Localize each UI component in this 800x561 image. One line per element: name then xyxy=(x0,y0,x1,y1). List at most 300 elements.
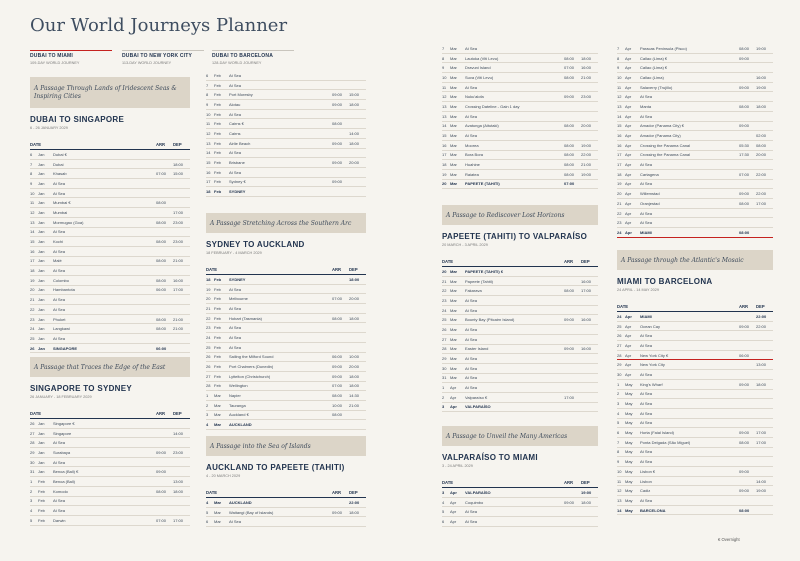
arrival-cell: 08:00 xyxy=(156,219,167,225)
month-cell: May xyxy=(625,401,633,407)
arrival-cell: 09:00 xyxy=(739,191,750,197)
day-cell: 24 xyxy=(206,334,211,340)
month-cell: Feb xyxy=(214,92,221,98)
dep-header: DEP xyxy=(173,411,182,416)
month-cell: Feb xyxy=(214,179,221,185)
departure-cell: 16:00 xyxy=(581,65,592,71)
arr-header: ARR xyxy=(332,490,342,495)
itinerary-row xyxy=(617,341,773,351)
arrival-cell: 06:00 xyxy=(156,287,167,293)
port-cell: Willemstad xyxy=(640,191,660,197)
table-header xyxy=(30,411,190,419)
day-cell: 4 xyxy=(442,499,445,505)
month-cell: Mar xyxy=(214,412,221,418)
arrival-cell: 08:00 xyxy=(739,229,750,235)
month-cell: May xyxy=(625,391,633,397)
day-cell: 26 xyxy=(617,333,622,339)
arrival-cell: 09:00 xyxy=(332,179,343,185)
section-banner-text: A Passage that Traces the Edge of the East xyxy=(34,363,166,371)
month-cell: Apr xyxy=(625,123,632,129)
month-cell: Apr xyxy=(625,352,632,358)
voyage-name: DUBAI TO BARCELONA xyxy=(212,53,274,59)
port-cell: AUCKLAND xyxy=(229,422,252,428)
itinerary-row xyxy=(617,506,773,516)
day-cell: 13 xyxy=(617,103,622,109)
section-banner-text: A Passage into the Sea of Islands xyxy=(210,442,311,450)
departure-cell: 21:00 xyxy=(173,258,184,264)
day-cell: 31 xyxy=(30,469,35,475)
section-banner xyxy=(206,213,366,233)
day-cell: 6 xyxy=(442,518,445,524)
day-cell: 24 xyxy=(617,229,622,235)
port-cell: Cairns € xyxy=(229,121,244,127)
voyage-subtitle: 128-DAY WORLD JOURNEY xyxy=(212,61,262,65)
day-cell: 20 xyxy=(206,296,211,302)
day-cell: 11 xyxy=(617,84,622,90)
day-cell: 8 xyxy=(617,449,620,455)
arrival-cell: 07:00 xyxy=(156,517,167,523)
itinerary-section xyxy=(206,436,366,527)
day-cell: 11 xyxy=(30,200,35,206)
month-cell: Jan xyxy=(38,180,45,186)
month-cell: Apr xyxy=(450,489,457,495)
day-cell: 7 xyxy=(206,82,209,88)
day-cell: 22 xyxy=(617,210,622,216)
day-cell: 2 xyxy=(30,488,33,494)
itinerary-row xyxy=(442,393,598,403)
departure-cell: 18:00 xyxy=(349,140,360,146)
port-cell: At Sea xyxy=(640,391,653,397)
month-cell: Mar xyxy=(450,162,457,168)
voyage-name: DUBAI TO NEW YORK CITY xyxy=(122,53,193,59)
day-cell: 28 xyxy=(617,352,622,358)
departure-cell: 16:00 xyxy=(756,74,767,80)
port-cell: Crossing Dateline - Gain 1 day xyxy=(465,103,520,109)
day-cell: 19 xyxy=(617,181,622,187)
itinerary-row xyxy=(30,276,190,286)
itinerary-section xyxy=(442,44,598,189)
port-cell: New York City € xyxy=(640,352,669,358)
itinerary-row xyxy=(617,151,773,161)
departure-cell: 18:00 xyxy=(173,488,184,494)
port-cell: PAPEETE (TAHITI) xyxy=(465,181,500,187)
arrival-cell: 08:00 xyxy=(156,326,167,332)
day-cell: 3 xyxy=(442,404,445,410)
month-cell: Mar xyxy=(450,326,457,332)
itinerary-row xyxy=(617,141,773,151)
itinerary-row xyxy=(30,160,190,170)
voyage-tab[interactable] xyxy=(30,50,112,65)
day-cell: 21 xyxy=(206,305,211,311)
port-cell: Amador (Panama City) € xyxy=(640,123,685,129)
voyage-tab[interactable] xyxy=(212,50,294,65)
port-cell: At Sea xyxy=(640,401,653,407)
day-cell: 27 xyxy=(617,342,622,348)
itinerary-row xyxy=(30,458,190,468)
section-title: AUCKLAND TO PAPEETE (TAHITI) xyxy=(206,463,345,472)
itinerary-row xyxy=(206,411,366,421)
itinerary-row xyxy=(30,344,190,354)
port-cell: At Sea xyxy=(53,229,66,235)
itinerary-row xyxy=(30,286,190,296)
port-cell: At Sea xyxy=(229,82,242,88)
itinerary-row xyxy=(206,498,366,508)
month-cell: Mar xyxy=(450,356,457,362)
day-cell: 1 xyxy=(206,393,209,399)
month-cell: Mar xyxy=(214,393,221,399)
port-cell: At Sea xyxy=(229,72,242,78)
departure-cell: 14:00 xyxy=(349,130,360,136)
day-cell: 15 xyxy=(617,123,622,129)
arrival-cell: 08:00 xyxy=(156,258,167,264)
arrival-cell: 08:00 xyxy=(156,239,167,245)
month-cell: Apr xyxy=(450,394,457,400)
port-cell: SYDNEY xyxy=(229,276,246,282)
itinerary-row xyxy=(442,83,598,93)
voyage-tab[interactable] xyxy=(122,50,204,65)
port-cell: New York City xyxy=(640,362,665,368)
itinerary-row xyxy=(442,267,598,277)
arrival-cell: 09:00 xyxy=(564,346,575,352)
month-cell: Jan xyxy=(38,335,45,341)
day-cell: 11 xyxy=(206,121,211,127)
port-cell: At Sea xyxy=(53,440,66,446)
itinerary-row xyxy=(617,180,773,190)
day-cell: 13 xyxy=(442,113,447,119)
month-cell: Mar xyxy=(450,55,457,61)
departure-cell: 16:00 xyxy=(581,278,592,284)
day-cell: 10 xyxy=(617,74,622,80)
day-cell: 28 xyxy=(206,383,211,389)
arrival-cell: 09:00 xyxy=(332,92,343,98)
arrival-cell: 09:00 xyxy=(564,499,575,505)
day-cell: 12 xyxy=(30,209,35,215)
itinerary-row xyxy=(206,372,366,382)
departure-cell: 17:00 xyxy=(756,200,767,206)
date-header: DATE xyxy=(206,267,218,272)
arrival-cell: 09:00 xyxy=(739,323,750,329)
port-cell: Dubai xyxy=(53,161,64,167)
month-cell: Feb xyxy=(214,169,221,175)
section-dates: 18 FEBRUARY - 4 MARCH 2029 xyxy=(206,251,262,255)
port-cell: Hambantota xyxy=(53,287,75,293)
month-cell: Jan xyxy=(38,171,45,177)
section-banner-text: A Passage Through Lands of Iridescent Seas & Inspiring Cities xyxy=(34,84,177,100)
day-cell: 29 xyxy=(30,449,35,455)
month-cell: May xyxy=(625,449,633,455)
day-cell: 5 xyxy=(617,420,620,426)
month-cell: Feb xyxy=(214,111,221,117)
day-cell: 10 xyxy=(206,111,211,117)
itinerary-row xyxy=(206,517,366,527)
departure-cell: 13:00 xyxy=(173,478,184,484)
departure-cell: 20:00 xyxy=(349,364,360,370)
month-cell: Apr xyxy=(625,191,632,197)
day-cell: 10 xyxy=(30,190,35,196)
departure-cell: 22:00 xyxy=(581,152,592,158)
port-cell: Alotau xyxy=(229,101,241,107)
port-cell: Cairns xyxy=(229,130,241,136)
month-cell: Mar xyxy=(450,113,457,119)
departure-cell: 21:00 xyxy=(173,326,184,332)
port-cell: BARCELONA xyxy=(640,507,666,513)
itinerary-row xyxy=(617,218,773,228)
month-cell: Mar xyxy=(450,268,458,274)
itinerary-row xyxy=(206,275,366,285)
day-cell: 29 xyxy=(442,356,447,362)
arrival-cell: 09:00 xyxy=(739,488,750,494)
itinerary-row xyxy=(617,380,773,390)
port-cell: Manta xyxy=(640,103,652,109)
month-cell: Apr xyxy=(450,518,457,524)
port-cell: At Sea xyxy=(53,248,66,254)
month-cell: Apr xyxy=(625,65,632,71)
itinerary-row xyxy=(30,247,190,257)
itinerary-row xyxy=(617,322,773,332)
day-cell: 7 xyxy=(617,45,620,51)
itinerary-row xyxy=(617,54,773,64)
departure-cell: 18:00 xyxy=(349,509,360,515)
month-cell: Mar xyxy=(450,336,457,342)
day-cell: 16 xyxy=(442,142,447,148)
month-cell: May xyxy=(625,420,633,426)
month-cell: Jan xyxy=(38,469,45,475)
port-cell: Coquimbo xyxy=(465,499,484,505)
day-cell: 4 xyxy=(206,499,209,505)
month-cell: Mar xyxy=(450,317,457,323)
table-header xyxy=(617,304,773,312)
month-cell: Jan xyxy=(38,420,45,426)
section-dates: 6 - 26 JANUARY 2029 xyxy=(30,126,68,130)
day-cell: 28 xyxy=(442,346,447,352)
itinerary-row xyxy=(206,333,366,343)
itinerary-row xyxy=(617,399,773,409)
month-cell: May xyxy=(625,488,633,494)
day-cell: 14 xyxy=(30,229,35,235)
port-cell: At Sea xyxy=(53,335,66,341)
port-cell: Amador (Panama City) xyxy=(640,133,681,139)
itinerary-row xyxy=(206,100,366,110)
itinerary-row xyxy=(206,343,366,353)
arrival-cell: 08:00 xyxy=(156,316,167,322)
section-title: MIAMI TO BARCELONA xyxy=(617,277,713,286)
day-cell: 17 xyxy=(617,162,622,168)
port-cell: At Sea xyxy=(465,326,478,332)
section-banner xyxy=(617,250,773,270)
voyage-tab-bar xyxy=(30,50,112,51)
itinerary-row xyxy=(206,391,366,401)
month-cell: Feb xyxy=(214,383,221,389)
itinerary-row xyxy=(442,296,598,306)
port-cell: Callao (Lima) xyxy=(640,74,664,80)
month-cell: Mar xyxy=(214,519,221,525)
month-cell: Feb xyxy=(38,517,45,523)
month-cell: Feb xyxy=(214,286,221,292)
month-cell: Apr xyxy=(625,210,632,216)
port-cell: Mormugao (Goa) xyxy=(53,219,84,225)
port-cell: At Sea xyxy=(640,342,653,348)
port-cell: At Sea xyxy=(640,410,653,416)
port-cell: Valparaíso € xyxy=(465,394,488,400)
day-cell: 4 xyxy=(206,422,209,428)
itinerary-row xyxy=(206,323,366,333)
day-cell: 24 xyxy=(442,307,447,313)
port-cell: At Sea xyxy=(229,286,242,292)
voyage-tab-bar xyxy=(212,50,294,51)
month-cell: Feb xyxy=(214,276,222,282)
itinerary-row xyxy=(617,496,773,506)
departure-cell: 19:00 xyxy=(756,45,767,51)
departure-cell: 17:00 xyxy=(581,288,592,294)
itinerary-row xyxy=(30,305,190,315)
day-cell: 23 xyxy=(617,220,622,226)
port-cell: At Sea xyxy=(465,365,478,371)
month-cell: Feb xyxy=(214,82,221,88)
port-cell: Lisbon € xyxy=(640,468,656,474)
itinerary-row xyxy=(617,102,773,112)
port-cell: At Sea xyxy=(53,297,66,303)
month-cell: Apr xyxy=(625,220,632,226)
date-header: DATE xyxy=(442,259,454,264)
month-cell: Jan xyxy=(38,209,45,215)
itinerary-row xyxy=(206,90,366,100)
month-cell: Feb xyxy=(214,334,221,340)
itinerary-row xyxy=(30,516,190,526)
day-cell: 15 xyxy=(206,160,211,166)
port-cell: Khasab xyxy=(53,171,67,177)
day-cell: 13 xyxy=(442,103,447,109)
day-cell: 21 xyxy=(442,278,447,284)
day-cell: 13 xyxy=(30,219,35,225)
month-cell: Mar xyxy=(450,278,457,284)
departure-cell: 23:00 xyxy=(581,94,592,100)
month-cell: May xyxy=(625,410,633,416)
voyage-tab-bar xyxy=(122,50,204,51)
itinerary-row xyxy=(442,325,598,335)
day-cell: 24 xyxy=(617,313,622,319)
port-cell: Easter Island xyxy=(465,346,489,352)
itinerary-row xyxy=(206,401,366,411)
day-cell: 13 xyxy=(617,497,622,503)
arrival-cell: 06:00 xyxy=(332,354,343,360)
date-header: DATE xyxy=(617,304,629,309)
itinerary-section xyxy=(206,213,366,430)
month-cell: Jan xyxy=(38,287,45,293)
day-cell: 9 xyxy=(442,65,445,71)
port-cell: At Sea xyxy=(465,509,478,515)
itinerary-row xyxy=(30,228,190,238)
itinerary-row xyxy=(617,370,773,380)
departure-cell: 08:00 xyxy=(756,142,767,148)
itinerary-row xyxy=(30,208,190,218)
day-cell: 23 xyxy=(206,325,211,331)
arrival-cell: 08:00 xyxy=(739,507,750,513)
arrival-cell: 09:00 xyxy=(332,160,343,166)
date-header: DATE xyxy=(30,142,42,147)
port-cell: At Sea xyxy=(640,94,653,100)
itinerary-row xyxy=(442,73,598,83)
itinerary-row xyxy=(617,131,773,141)
month-cell: Jan xyxy=(38,345,45,351)
table-header xyxy=(30,142,190,150)
itinerary-row xyxy=(442,160,598,170)
itinerary-row xyxy=(617,409,773,419)
day-cell: 12 xyxy=(617,488,622,494)
port-cell: At Sea xyxy=(229,334,242,340)
month-cell: Jan xyxy=(38,268,45,274)
port-cell: Lautoka (Viti Levu) xyxy=(465,55,499,61)
arrival-cell: 08:00 xyxy=(564,162,575,168)
arrival-cell: 07:00 xyxy=(156,171,167,177)
arrival-cell: 09:00 xyxy=(739,468,750,474)
day-cell: 14 xyxy=(617,113,622,119)
month-cell: Jan xyxy=(38,190,45,196)
departure-cell: 22:00 xyxy=(756,171,767,177)
port-cell: At Sea xyxy=(640,449,653,455)
day-cell: 8 xyxy=(442,55,445,61)
itinerary-row xyxy=(442,403,598,413)
arrival-cell: 08:00 xyxy=(564,74,575,80)
port-cell: Bounty Bay (Pitcairn Island) xyxy=(465,317,515,323)
port-cell: At Sea xyxy=(465,336,478,342)
itinerary-row xyxy=(442,354,598,364)
section-title: VALPARAÍSO TO MIAMI xyxy=(442,453,538,462)
month-cell: Feb xyxy=(214,160,221,166)
port-cell: MIAMI xyxy=(640,229,652,235)
arrival-cell: 09:00 xyxy=(739,55,750,61)
departure-cell: 17:00 xyxy=(756,430,767,436)
arr-header: ARR xyxy=(332,267,342,272)
itinerary-row xyxy=(30,467,190,477)
port-cell: At Sea xyxy=(640,113,653,119)
month-cell: Feb xyxy=(38,508,45,514)
month-cell: Feb xyxy=(214,315,221,321)
departure-cell: 14:00 xyxy=(173,430,184,436)
month-cell: Jan xyxy=(38,219,45,225)
itinerary-row xyxy=(617,419,773,429)
month-cell: Apr xyxy=(625,94,632,100)
port-cell: Crossing the Panama Canal xyxy=(640,142,691,148)
itinerary-section xyxy=(617,250,773,515)
arrival-cell: 08:00 xyxy=(564,123,575,129)
departure-cell: 18:00 xyxy=(349,315,360,321)
itinerary-row xyxy=(206,508,366,518)
port-cell: Singapore € xyxy=(53,420,75,426)
day-cell: 24 xyxy=(30,326,35,332)
section-title: SINGAPORE TO SYDNEY xyxy=(30,384,133,393)
departure-cell: 19:00 xyxy=(581,142,592,148)
itinerary-row xyxy=(442,112,598,122)
port-cell: Callao (Lima) € xyxy=(640,55,668,61)
itinerary-row xyxy=(442,141,598,151)
day-cell: 10 xyxy=(442,74,447,80)
itinerary-row xyxy=(442,277,598,287)
day-cell: 16 xyxy=(30,248,35,254)
itinerary-row xyxy=(617,209,773,219)
departure-cell: 23:00 xyxy=(173,239,184,245)
arrival-cell: 07:00 xyxy=(332,296,343,302)
port-cell: SYDNEY xyxy=(229,189,246,195)
day-cell: 4 xyxy=(30,508,33,514)
arrival-cell: 09:00 xyxy=(156,449,167,455)
day-cell: 10 xyxy=(617,468,622,474)
arrival-cell: 08:00 xyxy=(739,103,750,109)
itinerary-row xyxy=(30,257,190,267)
port-cell: Langkawi xyxy=(53,326,70,332)
day-cell: 28 xyxy=(30,440,35,446)
port-cell: Port Chalmers (Dunedin) xyxy=(229,364,274,370)
arrival-cell: 06:00 xyxy=(739,352,750,358)
